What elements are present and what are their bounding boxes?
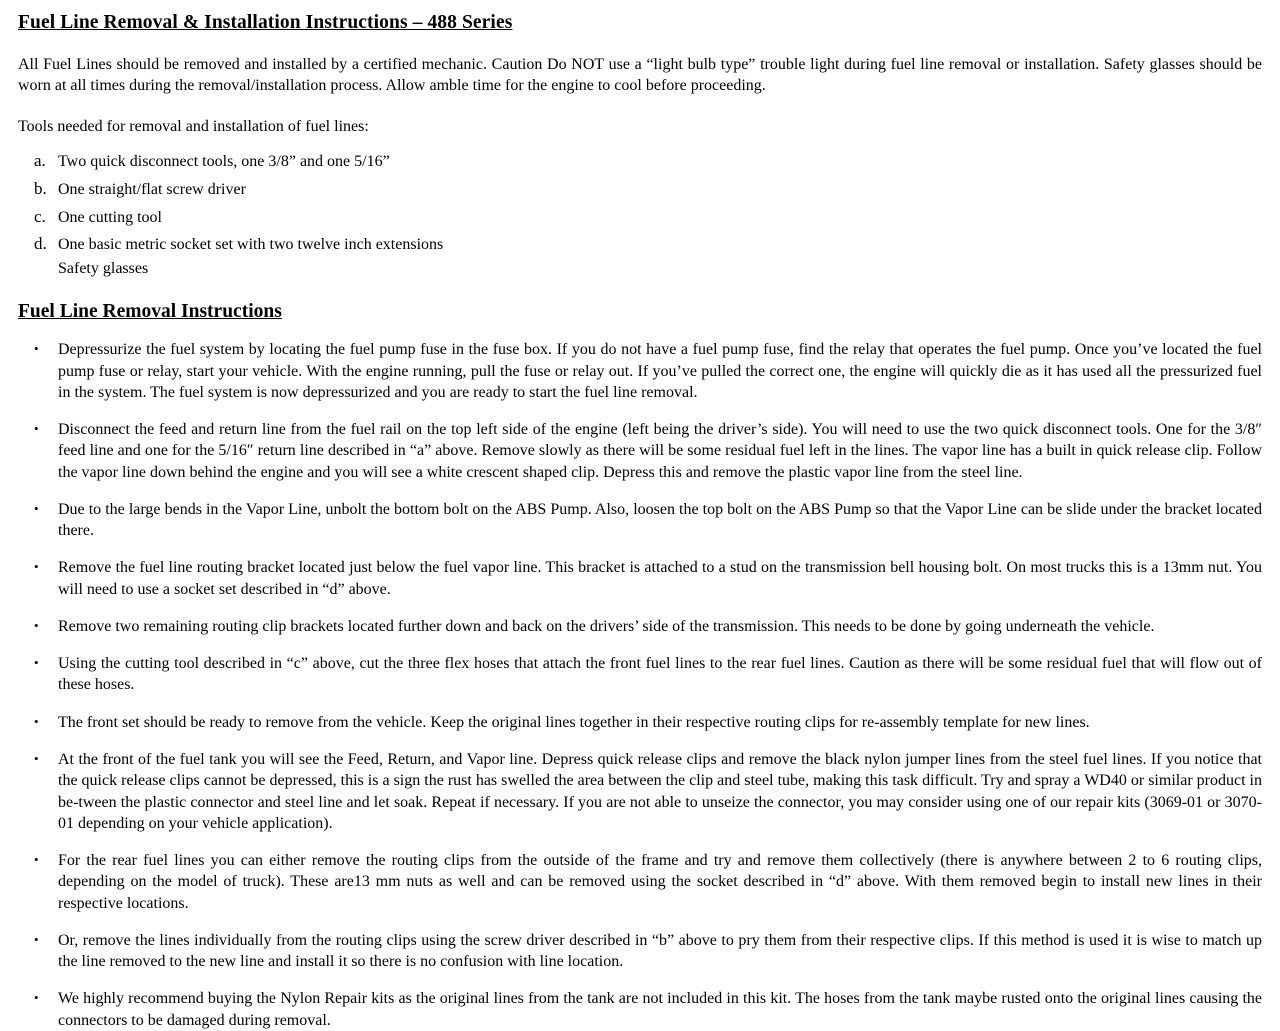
list-item [18,712,1262,733]
list-marker: a. [34,151,46,171]
list-item [18,499,1262,542]
list-item-text: At the front of the fuel tank you will see the Feed, Return, and Vapor line. Depress quick release clips and remove the black nylon jumper lines from the steel fuel lines. If you notice that the quick release clips cannot be depressed, this is a sign the rust has swelled the area between the clip and steel tube, making this task difficult. Try and spray a WD40 or similar product in be-tween the plastic connector and steel line and let soak. Repeat if necessary. If you are not able to unseize the connector, you may consider using one of our repair kits (3069-01 or 3070-01 depending on your vehicle application). [58,751,1262,832]
list-item [18,850,1262,914]
intro-paragraph: All Fuel Lines should be removed and installed by a certified mechanic. Caution Do NOT use a “light bulb type” trouble light during fuel line removal or installation. Safety glasses should be worn at all times during the removal/installation process. Allow amble time for the engine to cool before proceeding. [18,56,1262,95]
list-item-text: We highly recommend buying the Nylon Repair kits as the original lines from the tank are not included in this kit. The hoses from the tank maybe rusted onto the original lines causing the connectors to be damaged during removal. [58,990,1262,1029]
section-title-removal: Fuel Line Removal Instructions [18,301,282,323]
bullet-icon: • [34,655,39,671]
tools-list [18,151,1262,255]
bullet-icon: • [34,500,39,516]
list-item-text: Using the cutting tool described in “c” above, cut the three flex hoses that attach the front fuel lines to the rear fuel lines. Caution as there will be some residual fuel that will flow out of these hoses. [58,655,1262,694]
list-item [18,557,1262,600]
list-item [18,616,1262,637]
bullet-icon: • [34,421,39,437]
list-item [18,234,1262,256]
list-item-text: Depressurize the fuel system by locating the fuel pump fuse in the fuse box. If you do not have a fuel pump fuse, find the relay that operates the fuel pump. Once you’ve located the fuel pump fuse or relay, start your vehicle. With the engine running, pull the fuse or relay out. If you’ve pulled the correct one, the engine will quickly die as it has used all the pressurized fuel in the system. The fuel system is now depressurized and you are ready to start the fuel line removal. [58,341,1262,401]
list-item [18,339,1262,403]
list-item [18,151,1262,173]
bullet-icon: • [34,341,39,357]
list-item [18,653,1262,696]
list-item-text: Remove the fuel line routing bracket located just below the fuel vapor line. This bracket is attached to a stud on the transmission bell housing bolt. On most trucks this is a 13mm nut. You will need to use a socket set described in “d” above. [58,559,1262,598]
list-item [18,988,1262,1031]
list-item-text: One cutting tool [58,208,162,226]
list-item-text: Two quick disconnect tools, one 3/8” and one 5/16” [58,153,390,171]
bullet-icon: • [34,990,39,1006]
tools-lead-paragraph: Tools needed for removal and installation of fuel lines: [18,118,369,136]
bullet-icon: • [34,559,39,575]
bullet-icon: • [34,713,39,729]
bullet-icon: • [34,617,39,633]
list-item [18,749,1262,834]
list-item-text: The front set should be ready to remove from the vehicle. Keep the original lines together in their respective routing clips for re-assembly template for new lines. [58,713,1090,731]
list-item [18,930,1262,973]
list-marker: b. [34,178,47,198]
list-item [18,419,1262,483]
page-title: Fuel Line Removal & Installation Instructions – 488 Series [18,12,513,33]
list-item-text: One basic metric socket set with two twelve inch extensions [58,236,444,254]
removal-steps-list [18,339,1262,1031]
list-item-text: Disconnect the feed and return line from the fuel rail on the top left side of the engine (left being the driver’s side). You will need to use the two quick disconnect tools. One for the 3/8″ feed line and one for the 5/16″ return line described in “a” above. Remove slowly as there will be some residual fuel left in the lines. The vapor line has a built in quick release clip. Follow the vapor line down behind the engine and you will see a white crescent shaped clip. Depress this and remove the plastic vapor line from the steel line. [58,421,1262,481]
list-item-text: Due to the large bends in the Vapor Line, unbolt the bottom bolt on the ABS Pump. Also, loosen the top bolt on the ABS Pump so that the Vapor Line can be slide under the bracket located there. [58,500,1262,540]
list-item [18,179,1262,201]
bullet-icon: • [34,852,39,868]
list-marker: c. [34,206,46,226]
bullet-icon: • [34,931,39,947]
tools-extra-item: Safety glasses [58,259,149,277]
list-item-text: Remove two remaining routing clip brackets located further down and back on the drivers’ side of the transmission. This needs to be done by going underneath the vehicle. [58,617,1155,635]
list-item-text: One straight/flat screw driver [58,180,246,198]
bullet-icon: • [34,751,39,767]
list-item-text: For the rear fuel lines you can either remove the routing clips from the outside of the frame and try and remove them collectively (there is anywhere between 2 to 6 routing clips, depending on the model of truck). These are13 mm nuts as well and can be removed using the socket described in “d” above. With them removed begin to install new lines in their respective locations. [58,852,1262,912]
list-item [18,207,1262,229]
list-item-text: Or, remove the lines individually from the routing clips using the screw driver described in “b” above to pry them from their respective clips. If this method is used it is wise to match up the line removed to the new line and install it so there is no confusion with line location. [58,931,1262,971]
list-marker: d. [34,234,47,254]
